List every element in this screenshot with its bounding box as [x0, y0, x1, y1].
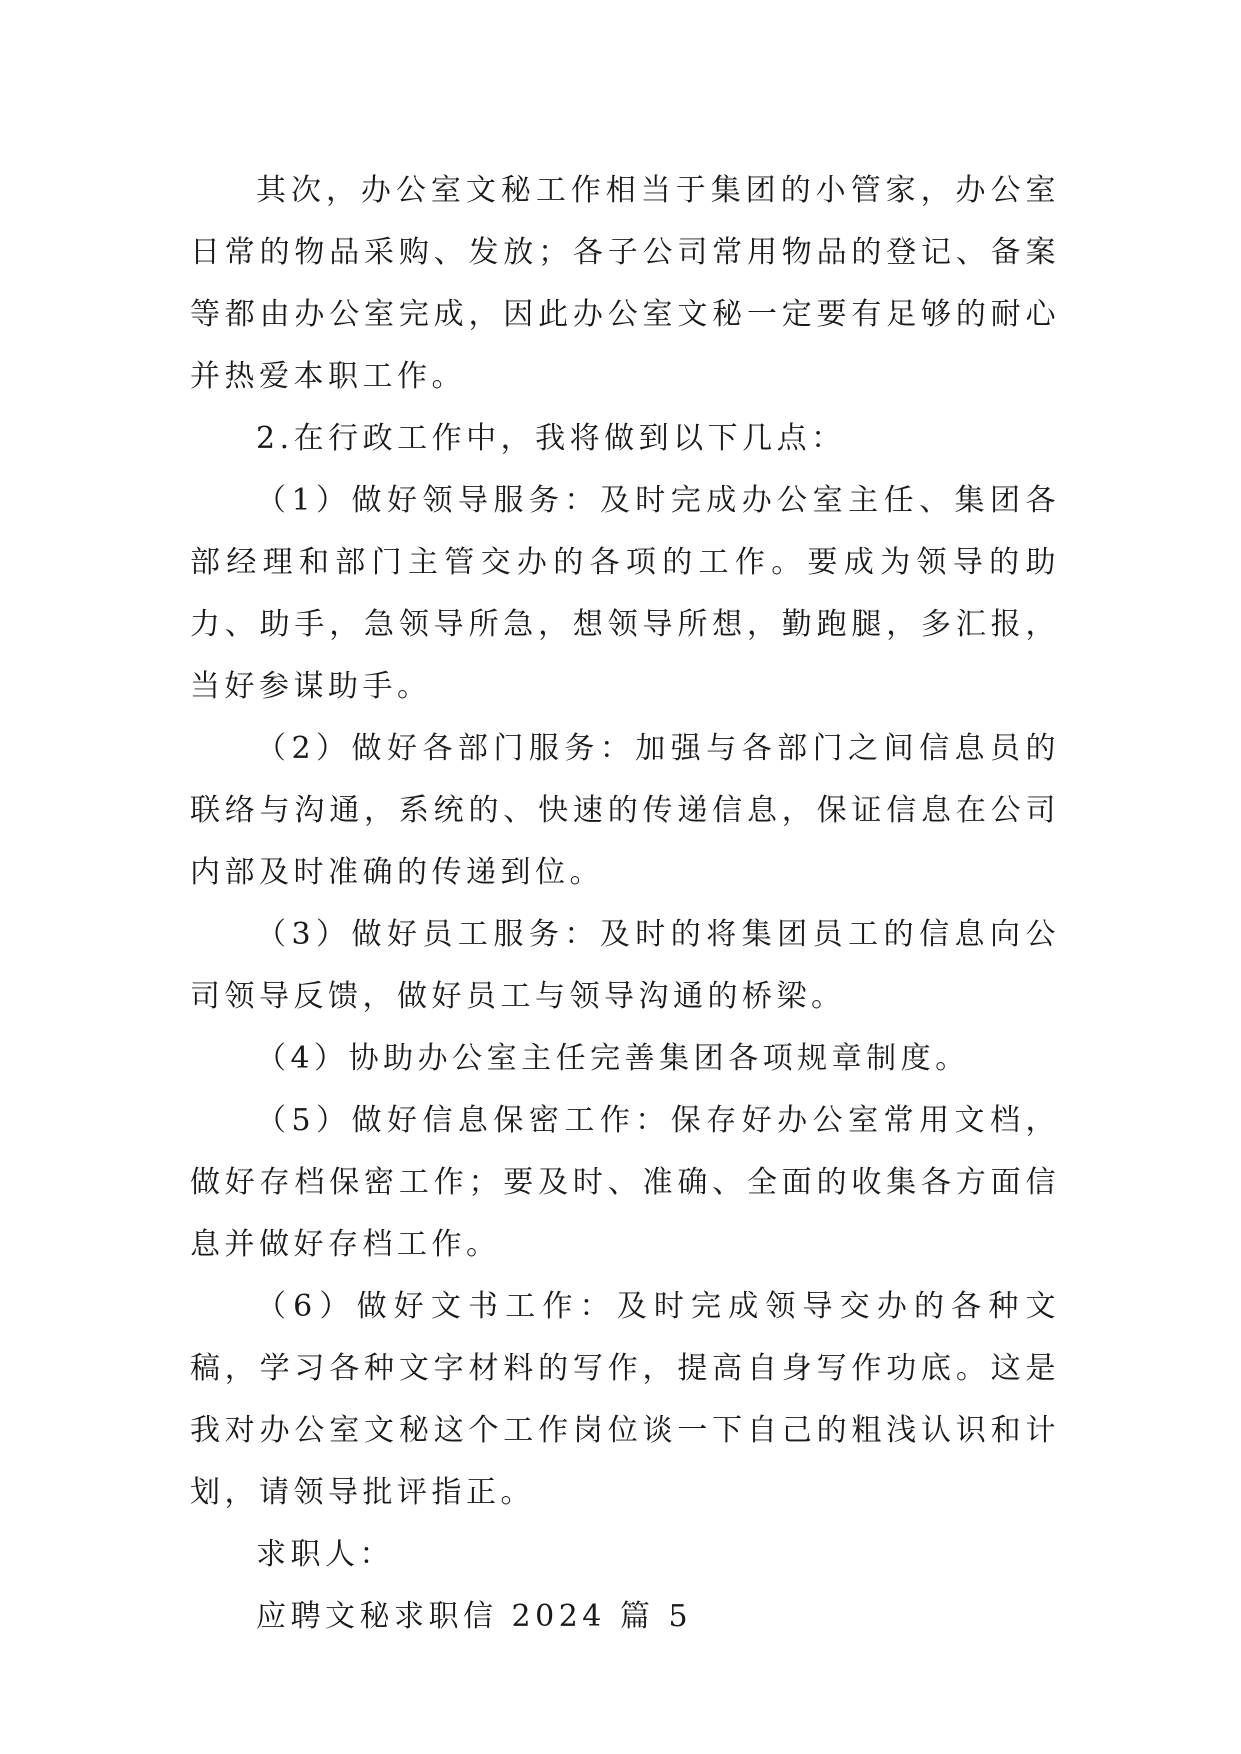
paragraph-item-1: （1）做好领导服务：及时完成办公室主任、集团各部经理和部门主管交办的各项的工作。要成为领导的助力、助手，急领导所急，想领导所想，勤跑腿，多汇报，当好参谋助手。	[190, 483, 1060, 704]
paragraph-admin-intro: 2.在行政工作中，我将做到以下几点：	[256, 421, 846, 456]
paragraph-item-5: （5）做好信息保密工作：保存好办公室常用文档，做好存档保密工作；要及时、准确、全面的收集各方面信息并做好存档工作。	[190, 1103, 1060, 1262]
paragraph-office-steward: 其次，办公室文秘工作相当于集团的小管家，办公室日常的物品采购、发放；各子公司常用物品的登记、备案等都由办公室完成，因此办公室文秘一定要有足够的耐心并热爱本职工作。	[190, 173, 1060, 394]
paragraph-item-2: （2）做好各部门服务：加强与各部门之间信息员的联络与沟通，系统的、快速的传递信息，保证信息在公司内部及时准确的传递到位。	[190, 731, 1060, 890]
paragraph-item-3: （3）做好员工服务：及时的将集团员工的信息向公司领导反馈，做好员工与领导沟通的桥梁。	[190, 917, 1060, 1014]
signature-label: 求职人：	[256, 1537, 394, 1572]
paragraph-item-4: （4）协助办公室主任完善集团各项规章制度。	[256, 1041, 970, 1076]
document-body	[190, 160, 1060, 1648]
next-section-heading: 应聘文秘求职信 2024 篇 5	[256, 1599, 693, 1634]
paragraph-item-6: （6）做好文书工作：及时完成领导交办的各种文稿，学习各种文字材料的写作，提高自身写作功底。这是我对办公室文秘这个工作岗位谈一下自己的粗浅认识和计划，请领导批评指正。	[190, 1289, 1060, 1510]
